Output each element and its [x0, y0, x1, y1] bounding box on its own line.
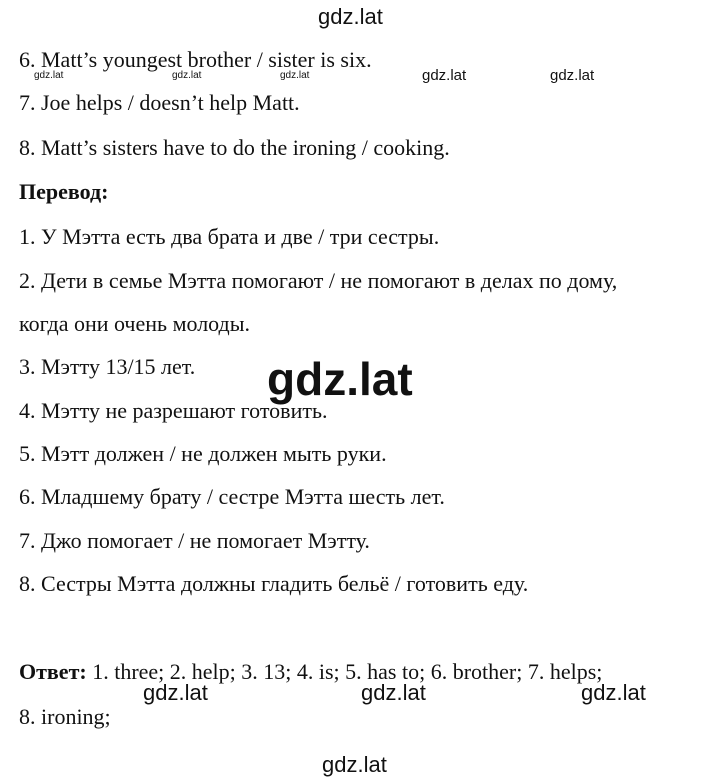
- english-item-8: 8. Matt’s sisters have to do the ironing / cooking.: [19, 135, 450, 160]
- translation-item-5: 5. Мэтт должен / не должен мыть руки.: [19, 441, 387, 466]
- watermark-large: gdz.lat: [267, 353, 413, 405]
- answer-line-1: [19, 659, 602, 685]
- answer-text: 1. three; 2. help; 3. 13; 4. is; 5. has to; 6. brother; 7. helps;: [86, 659, 603, 684]
- answer-line-2: 8. ironing;: [19, 704, 111, 729]
- watermark-answer-1: gdz.lat: [143, 680, 208, 705]
- translation-item-2: 2. Дети в семье Мэтта помогают / не помогают в делах по дому,: [19, 268, 618, 293]
- watermark-bottom: gdz.lat: [322, 752, 387, 777]
- watermark-text: gdz.lat: [280, 70, 310, 81]
- watermark-text: gdz.lat: [172, 70, 202, 81]
- translation-item-1: 1. У Мэтта есть два брата и две / три сестры.: [19, 224, 440, 249]
- watermark-answer-3: gdz.lat: [581, 680, 646, 705]
- watermark-small-1: gdz.lat: [422, 67, 467, 84]
- translation-item-7: 7. Джо помогает / не помогает Мэтту.: [19, 528, 370, 553]
- watermark-text: gdz.lat: [34, 70, 64, 81]
- translation-item-2-cont: когда они очень молоды.: [19, 311, 251, 336]
- translation-heading: Перевод:: [19, 179, 109, 204]
- watermark-answer-2: gdz.lat: [361, 680, 426, 705]
- english-item-7: 7. Joe helps / doesn’t help Matt.: [19, 90, 300, 115]
- translation-item-4: 4. Мэтту не разрешают готовить.: [19, 398, 328, 423]
- english-item-6: 6. Matt’s youngest brother / sister is six.: [19, 47, 372, 72]
- translation-item-8: 8. Сестры Мэтта должны гладить бельё / готовить еду.: [19, 571, 529, 596]
- translation-item-6: 6. Младшему брату / сестре Мэтта шесть лет.: [19, 484, 445, 509]
- watermark-small-2: gdz.lat: [550, 67, 595, 84]
- answer-label: Ответ:: [19, 659, 87, 684]
- watermark-top: gdz.lat: [318, 4, 383, 29]
- translation-item-3: 3. Мэтту 13/15 лет.: [19, 354, 196, 379]
